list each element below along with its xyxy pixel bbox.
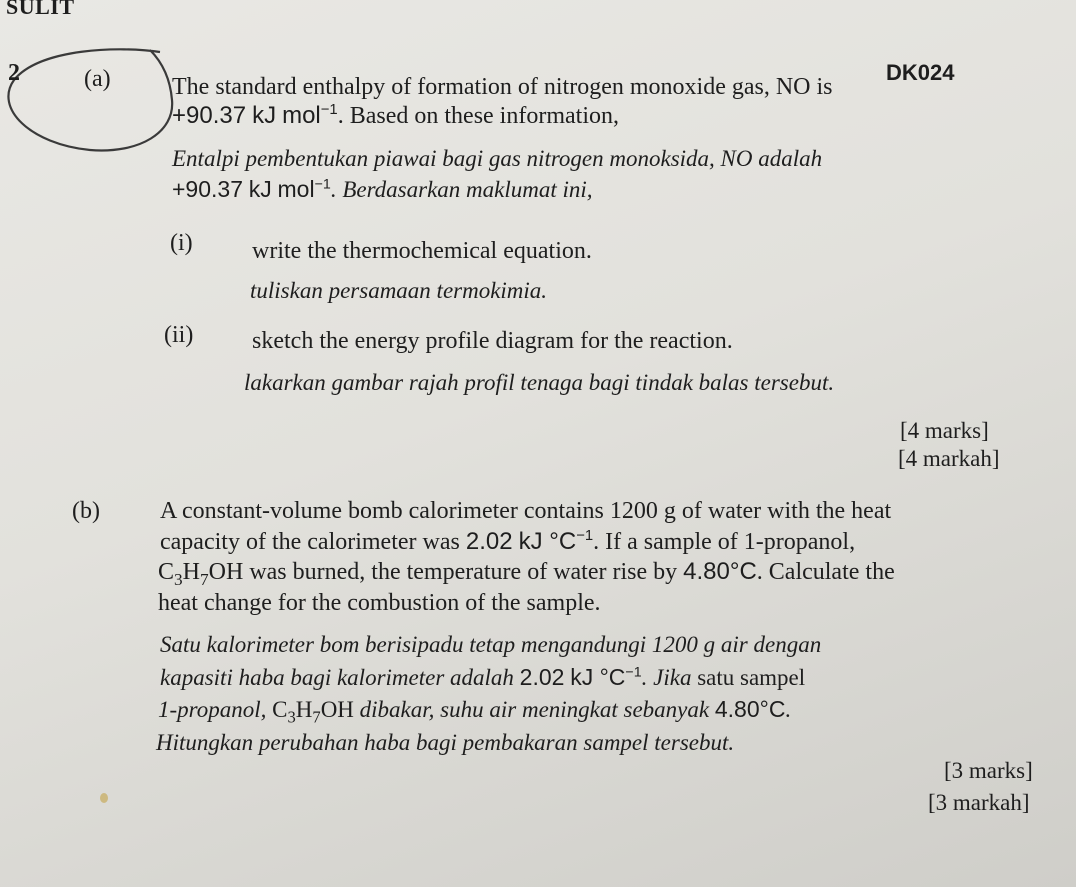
part-b-en-line4: heat change for the combustion of the sample.: [158, 590, 601, 616]
part-b-marks-en: [3 marks]: [944, 758, 1033, 783]
part-a-i-label: (i): [170, 230, 193, 256]
part-a-i-en: write the thermochemical equation.: [252, 238, 592, 264]
part-b-ms-line1: Satu kalorimeter bom berisipadu tetap mengandungi 1200 g air dengan: [160, 632, 822, 657]
part-b-label: (b): [72, 498, 100, 524]
part-a-en-line1: The standard enthalpy of formation of nitrogen monoxide gas, NO is: [172, 74, 833, 100]
part-a-ms-line2: +90.37 kJ mol$^{-1}$. Berdasarkan maklumat ini,: [172, 176, 593, 202]
part-b-ms-line4: Hitungkan perubahan haba bagi pembakaran sampel tersebut.: [156, 730, 735, 755]
part-b-marks-ms: [3 markah]: [928, 790, 1030, 815]
part-b-ms-line2: kapasiti haba bagi kalorimeter adalah 2.02 kJ $^\circ C^{-1}$. Jika satu sampel: [160, 664, 806, 690]
part-b-en-line3: $C_3H_7OH$ was burned, the temperature of water rise by 4.80°C. Calculate the: [158, 558, 895, 589]
part-a-ii-ms: lakarkan gambar rajah profil tenaga bagi tindak balas tersebut.: [244, 370, 835, 395]
part-b-ms-line3: 1-propanol, $C_3H_7OH$ dibakar, suhu air meningkat sebanyak 4.80°C.: [158, 696, 792, 727]
part-b-en-line2: capacity of the calorimeter was 2.02 kJ $^\circ C^{-1}$. If a sample of 1-propanol,: [160, 528, 856, 555]
question-number: 2: [8, 60, 20, 86]
part-a-label: (a): [84, 66, 111, 92]
part-a-ii-label: (ii): [164, 322, 194, 348]
course-code: DK024: [886, 60, 955, 85]
part-a-en-line2: +90.37 kJ mol$^{-1}$. Based on these information,: [172, 102, 619, 129]
part-a-ii-en: sketch the energy profile diagram for the reaction.: [252, 328, 733, 354]
part-a-marks-en: [4 marks]: [900, 418, 989, 443]
part-b-en-line1: A constant-volume bomb calorimeter contains 1200 g of water with the heat: [160, 498, 892, 524]
part-a-ms-line1: Entalpi pembentukan piawai bagi gas nitrogen monoksida, NO adalah: [172, 146, 823, 171]
part-a-marks-ms: [4 markah]: [898, 446, 1000, 471]
hand-drawn-circle-mark: [0, 40, 200, 170]
part-a-i-ms: tuliskan persamaan termokimia.: [250, 278, 548, 303]
paper-stain: [100, 793, 108, 803]
header-sulit: SULIT: [6, 0, 75, 19]
